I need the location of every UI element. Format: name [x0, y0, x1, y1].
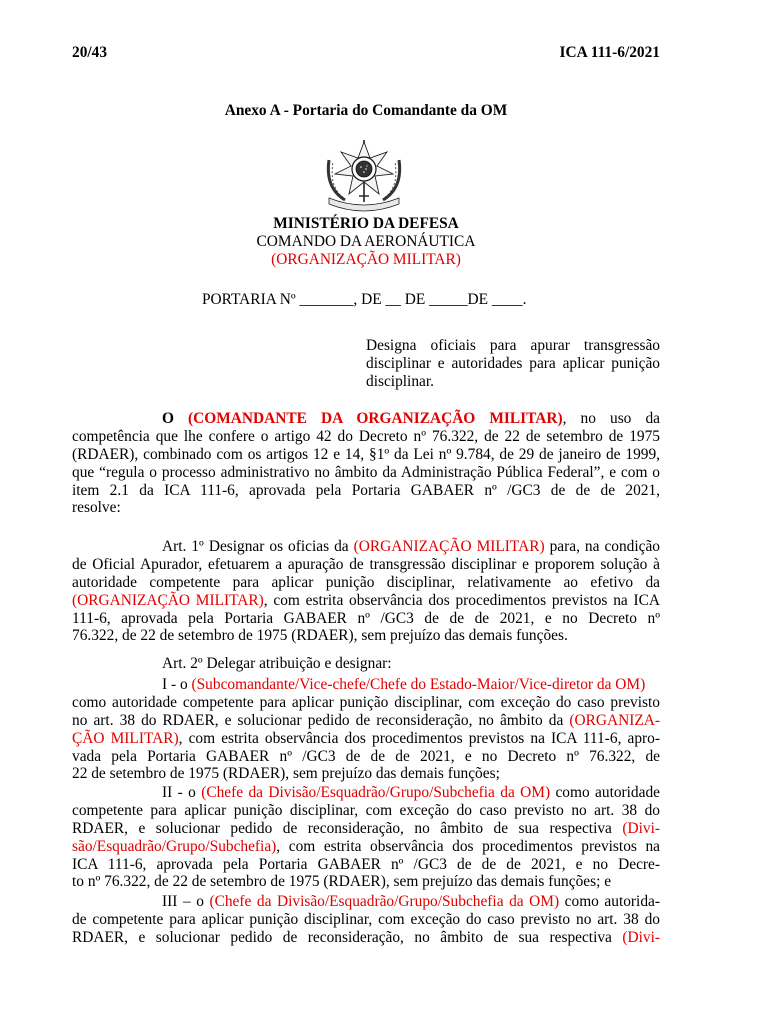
text-line: competência que lhe confere o artigo 42 do Decreto nº 76.322, de 22 de setembro de 1975 — [72, 427, 660, 445]
text-line: no art. 38 do RDAER, e solucionar pedido de reconsideração, no âmbito da (ORGANIZA- — [72, 711, 660, 729]
document-code: ICA 111-6/2021 — [559, 44, 660, 61]
document-page — [72, 0, 660, 1024]
text-line: Art. 2º Delegar atribuição e designar: — [162, 655, 392, 672]
item-1 — [72, 676, 660, 783]
ministry-name: MINISTÉRIO DA DEFESA — [273, 215, 459, 232]
article-2-title — [72, 655, 660, 673]
text-line: que “regula o processo administrativo no âmbito da Administração Pública Federal”, e com o — [72, 463, 660, 481]
text-line: autoridade competente para aplicar punição disciplinar, relativamente ao efetivo da — [72, 573, 660, 591]
text-line: O (COMANDANTE DA ORGANIZAÇÃO MILITAR), no uso da — [162, 410, 660, 427]
text-line: III – o (Chefe da Divisão/Esquadrão/Grupo/Subchefia da OM) como autorida- — [162, 893, 660, 910]
text-line: II - o (Chefe da Divisão/Esquadrão/Grupo/Subchefia da OM) como autoridade — [162, 784, 660, 801]
text-line: RDAER, e solucionar pedido de reconsideração, no âmbito de sua respectiva (Divi- — [72, 928, 660, 946]
text-line: RDAER, e solucionar pedido de reconsideração, no âmbito de sua respectiva (Divi- — [72, 819, 660, 837]
text-line: de Oficial Apurador, efetuarem a apuração de transgressão disciplinar e proporem solução à — [72, 555, 660, 573]
page-number: 20/43 — [72, 44, 108, 61]
text-line: como autoridade competente para aplicar punição disciplinar, com exceção do caso previsto — [72, 693, 660, 711]
command-name: COMANDO DA AERONÁUTICA — [256, 233, 476, 250]
text-line: 76.322, de 22 de setembro de 1975 (RDAER), sem prejuízo das demais funções. — [72, 627, 568, 645]
annex-title: Anexo A - Portaria do Comandante da OM — [224, 102, 508, 119]
text-line: Art. 1º Designar os oficias da (ORGANIZAÇÃO MILITAR) para, na condição — [162, 538, 661, 555]
text-line: ÇÃO MILITAR), com estrita observância dos procedimentos previstos na ICA 111-6, apro- — [72, 729, 661, 747]
organization-placeholder: (ORGANIZAÇÃO MILITAR) — [271, 251, 461, 268]
ementa: Designa oficiais para apurar transgressão disciplinar e autoridades para aplicar punição disciplinar. — [366, 337, 660, 390]
text-line: resolve: — [72, 499, 121, 517]
text-line: to nº 76.322, de 22 de setembro de 1975 (RDAER), sem prejuízo das demais funções; e — [72, 873, 612, 891]
article-1 — [72, 538, 660, 645]
coat-of-arms-icon — [315, 138, 413, 214]
preamble — [72, 410, 660, 517]
text-line: (RDAER), combinado com os artigos 12 e 14, §1º da Lei nº 9.784, de 29 de janeiro de 1999, — [72, 445, 660, 463]
text-line: 111-6, aprovada pela Portaria GABAER nº /GC3 de de de 2021, e no Decreto nº — [72, 609, 660, 627]
text-line: item 2.1 da ICA 111-6, aprovada pela Portaria GABAER nº /GC3 de de de 2021, — [72, 481, 660, 499]
item-2 — [72, 784, 660, 891]
text-line: competente para aplicar punição disciplinar, com exceção do caso previsto no art. 38 do — [72, 801, 660, 819]
text-line: são/Esquadrão/Grupo/Subchefia), com estrita observância dos procedimentos previstos na — [72, 837, 660, 855]
text-line: de competente para aplicar punição disciplinar, com exceção do caso previsto no art. 38 do — [72, 910, 660, 928]
text-line: 22 de setembro de 1975 (RDAER), sem prejuízo das demais funções; — [72, 765, 500, 783]
portaria-line: PORTARIA Nº _______, DE __ DE _____DE ____. — [202, 291, 527, 308]
text-line: (ORGANIZAÇÃO MILITAR), com estrita observância dos procedimentos previstos na ICA — [72, 591, 661, 609]
item-3 — [72, 893, 660, 947]
text-line: I - o (Subcomandante/Vice-chefe/Chefe do Estado-Maior/Vice-diretor da OM) — [162, 676, 646, 693]
text-line: vada pela Portaria GABAER nº /GC3 de de de 2021, e no Decreto nº 76.322, de — [72, 747, 660, 765]
text-line: ICA 111-6, aprovada pela Portaria GABAER nº /GC3 de de de 2021, e no Decre- — [72, 855, 660, 873]
